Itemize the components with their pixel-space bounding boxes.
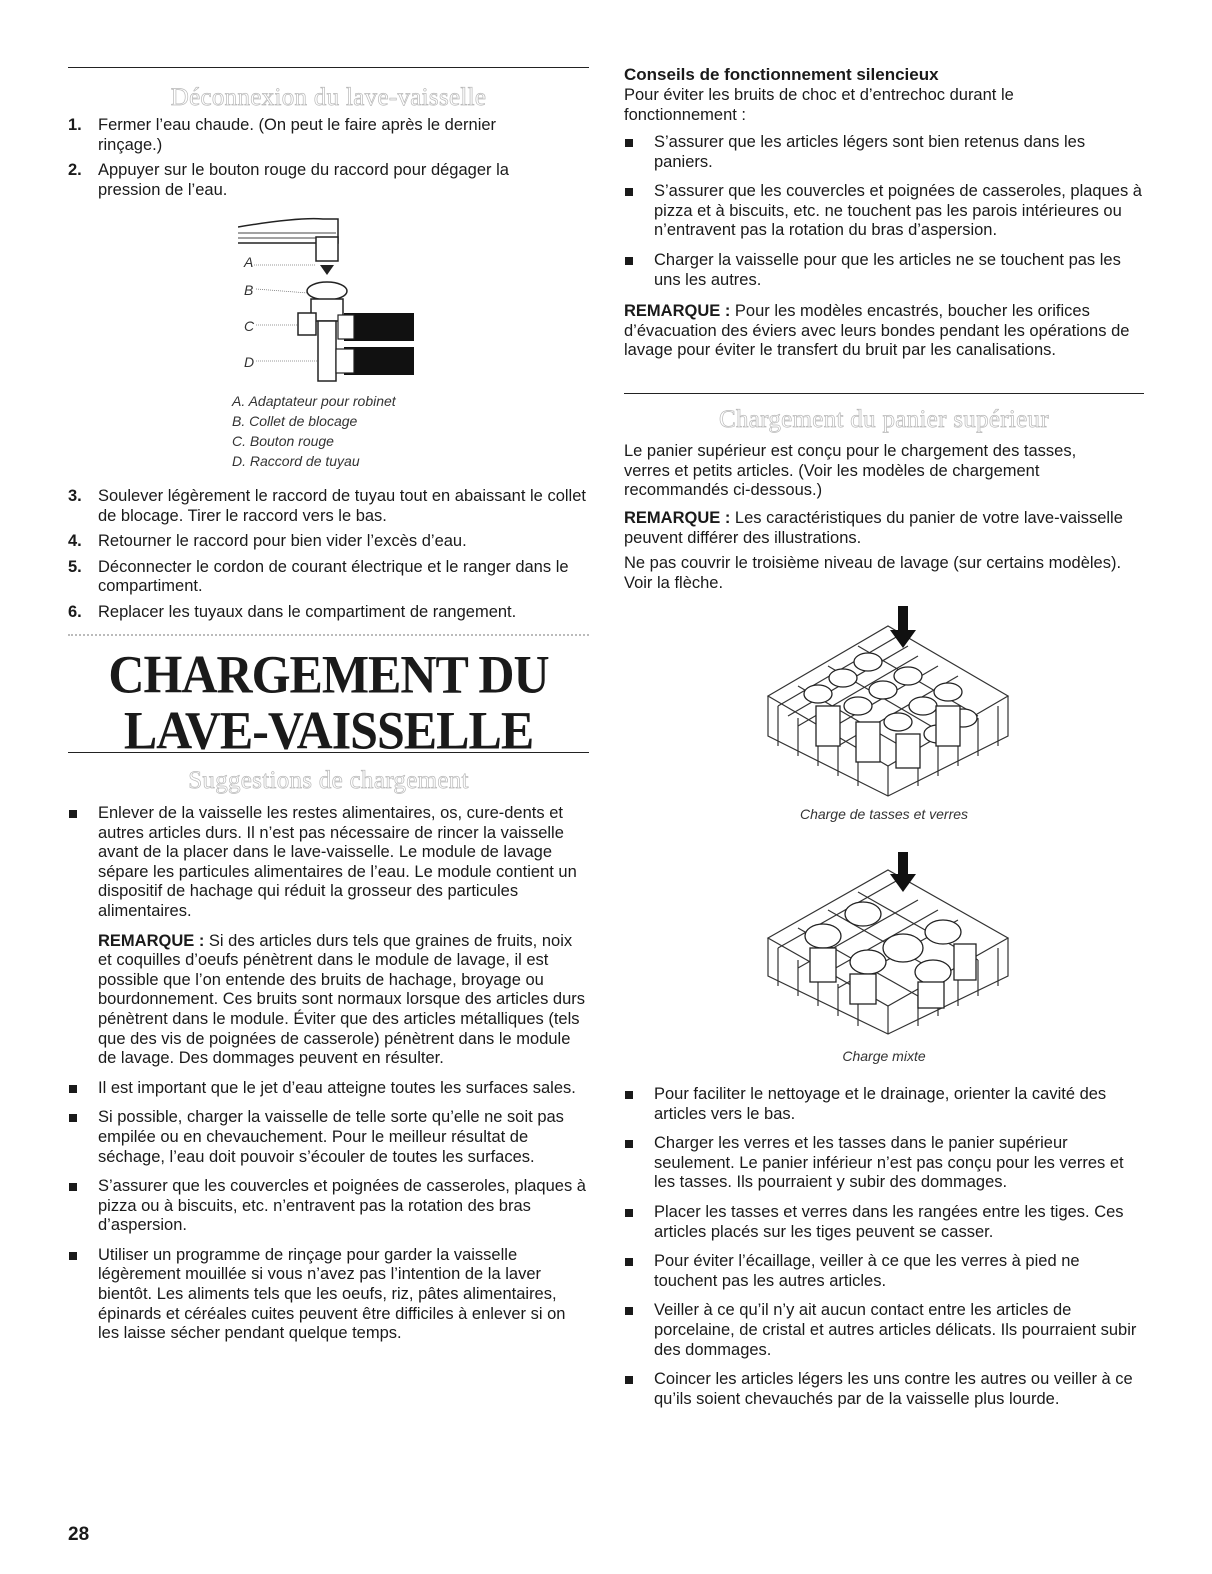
section-divider	[624, 393, 1144, 394]
main-title: CHARGEMENT DU LAVE-VAISSELLE	[108, 643, 549, 761]
list-item: Placer les tasses et verres dans les rangées entre les tiges. Ces articles placés sur les tiges peuvent se casser.	[624, 1203, 1144, 1242]
step-item: 3. Soulever légèrement le raccord de tuyau tout en abaissant le collet de blocage. Tirer le raccord vers le bas.	[68, 487, 586, 525]
rack-mixed-load-illustration	[758, 852, 1020, 1038]
section-divider	[68, 67, 589, 68]
quiet-tips-list	[624, 133, 1144, 300]
list-item: S’assurer que les couvercles et poignées de casseroles, plaques à pizza et à biscuits, etc. ne touchent pas les parois intérieures ou n’entravent pas la rotation du bras d’aspersion.	[624, 182, 1144, 241]
list-item: Pour éviter l’écaillage, veiller à ce que les verres à pied ne touchent pas les autres articles.	[624, 1252, 1144, 1291]
dotted-divider	[68, 634, 589, 636]
upper-rack-note: REMARQUE : Les caractéristiques du panier de votre lave-vaisselle peuvent différer des illustrations.	[624, 509, 1123, 547]
list-item: Veiller à ce qu’il n’y ait aucun contact entre les articles de porcelaine, de cristal et autres articles délicats. Ils pourraient subir des dommages.	[624, 1301, 1144, 1360]
note-paragraph: REMARQUE : Si des articles durs tels que graines de fruits, noix et coquilles d’oeufs pénètrent dans le module de lavage, il est possible que l’on entende des bruits de hachage, broyage ou bourdonnement. Ces bruits sont normaux lorsque des articles durs pénètrent dans le module. Éviter que des articles métalliques (tels que des vis de poignées de casserole) pénètrent dans le module de lavage. Des dommages peuvent en résulter.	[98, 931, 585, 1068]
upper-rack-tips-list	[624, 1085, 1144, 1419]
suggestions-content	[68, 804, 589, 1354]
disconnect-steps-continued	[68, 487, 589, 629]
list-item: Il est important que le jet d’eau atteigne toutes les surfaces sales.	[68, 1079, 589, 1099]
caption-a: A. Adaptateur pour robinet	[232, 393, 396, 409]
list-item: Pour faciliter le nettoyage et le drainage, orienter la cavité des articles vers le bas.	[624, 1085, 1144, 1124]
list-item: Charger la vaisselle pour que les articles ne se touchent pas les uns les autres.	[624, 251, 1144, 290]
section-heading-suggestions: Suggestions de chargement	[188, 767, 469, 794]
section-divider	[68, 752, 589, 753]
caption-b: B. Collet de blocage	[232, 413, 358, 429]
step-item: 1. Fermer l’eau chaude. (On peut le faire après le dernier rinçage.)	[68, 116, 497, 154]
suggestions-list	[68, 804, 589, 922]
list-item: S’assurer que les articles légers sont bien retenus dans les paniers.	[624, 133, 1144, 172]
rack-cups-glasses-illustration	[758, 606, 1020, 800]
step-item: 2. Appuyer sur le bouton rouge du raccord pour dégager la pression de l’eau.	[68, 161, 509, 199]
section-heading-upper-rack: Chargement du panier supérieur	[719, 406, 1049, 433]
quiet-note: REMARQUE : Pour les modèles encastrés, boucher les orifices d’évacuation des éviers avec leurs bondes pendant les opérations de lavage pour éviter le transfert du bruit par les canalisations.	[624, 302, 1130, 360]
upper-rack-third-level: Ne pas couvrir le troisième niveau de lavage (sur certains modèles). Voir la flèche.	[624, 554, 1122, 592]
faucet-adapter-diagram	[238, 213, 438, 388]
list-item: Enlever de la vaisselle les restes alimentaires, os, cure-dents et autres articles durs. Il n’est pas nécessaire de rincer la vaisselle avant de la placer dans le lave-vaisselle. Le module de lavage sépare les particules alimentaires de l’eau. Le module contient un dispositif de hachage qui réduit la grosseur des particules alimentaires.	[68, 804, 589, 922]
page-number: 28	[68, 1524, 90, 1545]
list-item: Coincer les articles légers les uns contre les autres ou veiller à ce qu’ils soient chevauchés par de la vaisselle plus lourde.	[624, 1370, 1144, 1409]
quiet-tips-intro: Pour éviter les bruits de choc et d’entrechoc durant le fonctionnement :	[624, 86, 1014, 124]
disconnect-steps	[68, 116, 558, 206]
caption-c: C. Bouton rouge	[232, 433, 334, 449]
list-item: Si possible, charger la vaisselle de telle sorte qu’elle ne soit pas empilée ou en chevauchement. Pour le meilleur résultat de séchage, l’eau doit pouvoir s’écouler de toutes les surfaces.	[68, 1108, 589, 1167]
quiet-tips-heading: Conseils de fonctionnement silencieux	[624, 65, 939, 84]
list-item: S’assurer que les couvercles et poignées de casseroles, plaques à pizza ou à biscuits, etc. n’entravent pas la rotation des bras d’aspersion.	[68, 1177, 589, 1236]
figure-label-d: D	[244, 354, 255, 370]
caption-d: D. Raccord de tuyau	[232, 453, 360, 469]
figure-captions	[232, 391, 396, 471]
step-item: 4. Retourner le raccord pour bien vider l’excès d’eau.	[68, 532, 467, 551]
suggestions-list-continued	[68, 1079, 589, 1344]
step-item: 5. Déconnecter le cordon de courant électrique et le ranger dans le compartiment.	[68, 557, 569, 596]
step-item: 6. Replacer les tuyaux dans le compartiment de rangement.	[68, 602, 517, 621]
list-item: Charger les verres et les tasses dans le panier supérieur seulement. Le panier inférieur n’est pas conçu pour les verres et les tasses. Ils pourraient y subir des dommages.	[624, 1134, 1144, 1193]
figure-label-b: B	[244, 282, 254, 298]
list-item: Utiliser un programme de rinçage pour garder la vaisselle légèrement mouillée si vous n’avez pas l’intention de la laver bientôt. Les aliments tels que les oeufs, riz, pâtes alimentaires, épinards et céréales cuites peuvent être difficiles à enlever si on les laisse sécher pendant quelque temps.	[68, 1246, 589, 1344]
caption-mixed-load: Charge mixte	[842, 1048, 926, 1064]
upper-rack-intro: Le panier supérieur est conçu pour le chargement des tasses, verres et petits articles. (Voir les modèles de chargement recommandés ci-dessous.)	[624, 442, 1077, 500]
figure-label-c: C	[244, 318, 255, 334]
section-heading-disconnect: Déconnexion du lave-vaisselle	[170, 84, 487, 111]
figure-label-a: A	[244, 254, 254, 270]
caption-cups-glasses: Charge de tasses et verres	[799, 806, 969, 822]
